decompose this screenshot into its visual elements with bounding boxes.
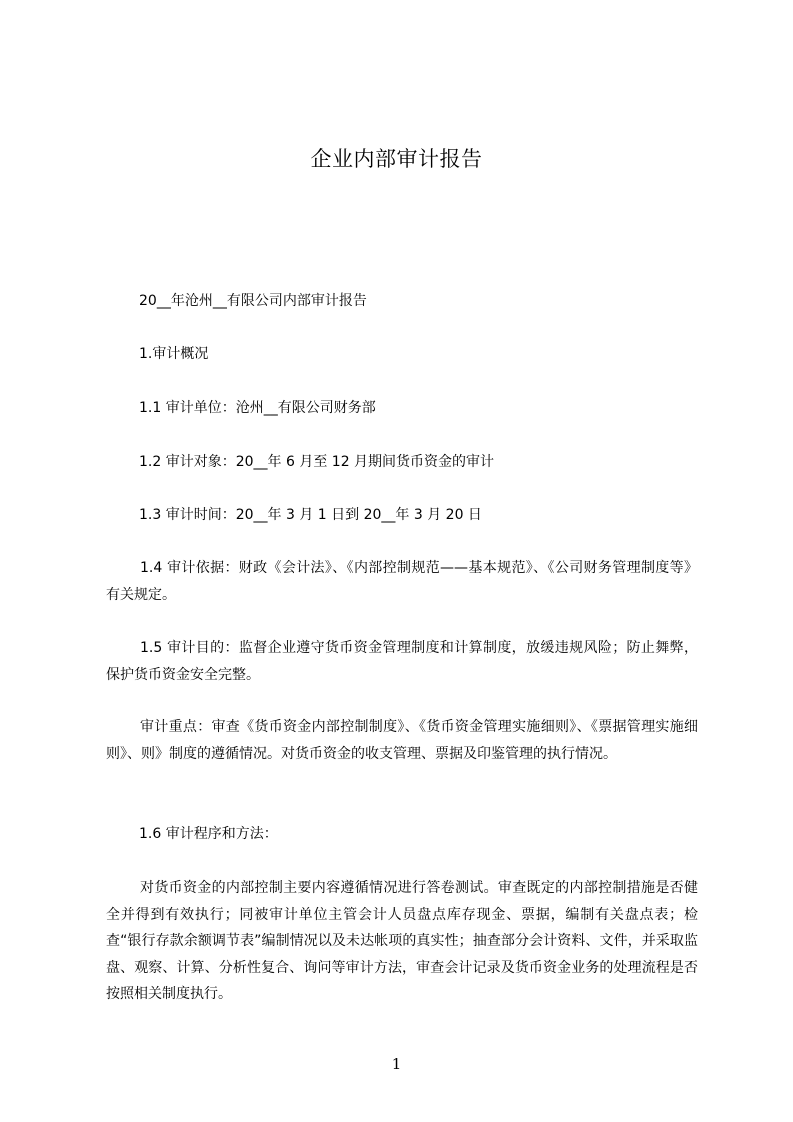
audit-unit-line: 1.1 审计单位：沧州__有限公司财务部 <box>139 400 376 416</box>
audit-procedure-paragraph: 对货币资金的内部控制主要内容遵循情况进行答卷测试。审查既定的内部控制措施是否健全并得到有效执行；同被审计单位主管会计人员盘点库存现金、票据，编制有关盘点表；检查“银行存款余额调节表”编制情况以及未达帐项的真实性；抽查部分会计资料、文件，并采取监盘、观察、计算、分析性复合、询问等审计方法，审查会计记录及货币资金业务的处理流程是否按照相关制度执行。 <box>106 880 698 1002</box>
audit-procedure-heading: 1.6 审计程序和方法： <box>139 826 278 842</box>
page-number: 1 <box>391 1055 402 1073</box>
section-heading-audit-overview: 1.审计概况 <box>139 346 209 362</box>
audit-basis-paragraph: 1.4 审计依据：财政《会计法》、《内部控制规范——基本规范》、《公司财务管理制度等》有关规定。 <box>106 560 698 603</box>
audit-purpose-paragraph: 1.5 审计目的：监督企业遵守货币资金管理制度和计算制度，放缓违规风险；防止舞弊，保护货币资金安全完整。 <box>106 640 698 683</box>
audit-time-line: 1.3 审计时间：20__年 3 月 1 日到 20__年 3 月 20 日 <box>139 507 482 523</box>
audit-focus-paragraph: 审计重点：审查《货币资金内部控制制度》、《货币资金管理实施细则》、《票据管理实施细则》、则》制度的遵循情况。对货币资金的收支管理、票据及印鉴管理的执行情况。 <box>106 719 698 762</box>
report-heading: 20__年沧州__有限公司内部审计报告 <box>139 293 367 309</box>
audit-object-line: 1.2 审计对象：20__年 6 月至 12 月期间货币资金的审计 <box>139 454 495 470</box>
document-title: 企业内部审计报告 <box>310 147 483 171</box>
